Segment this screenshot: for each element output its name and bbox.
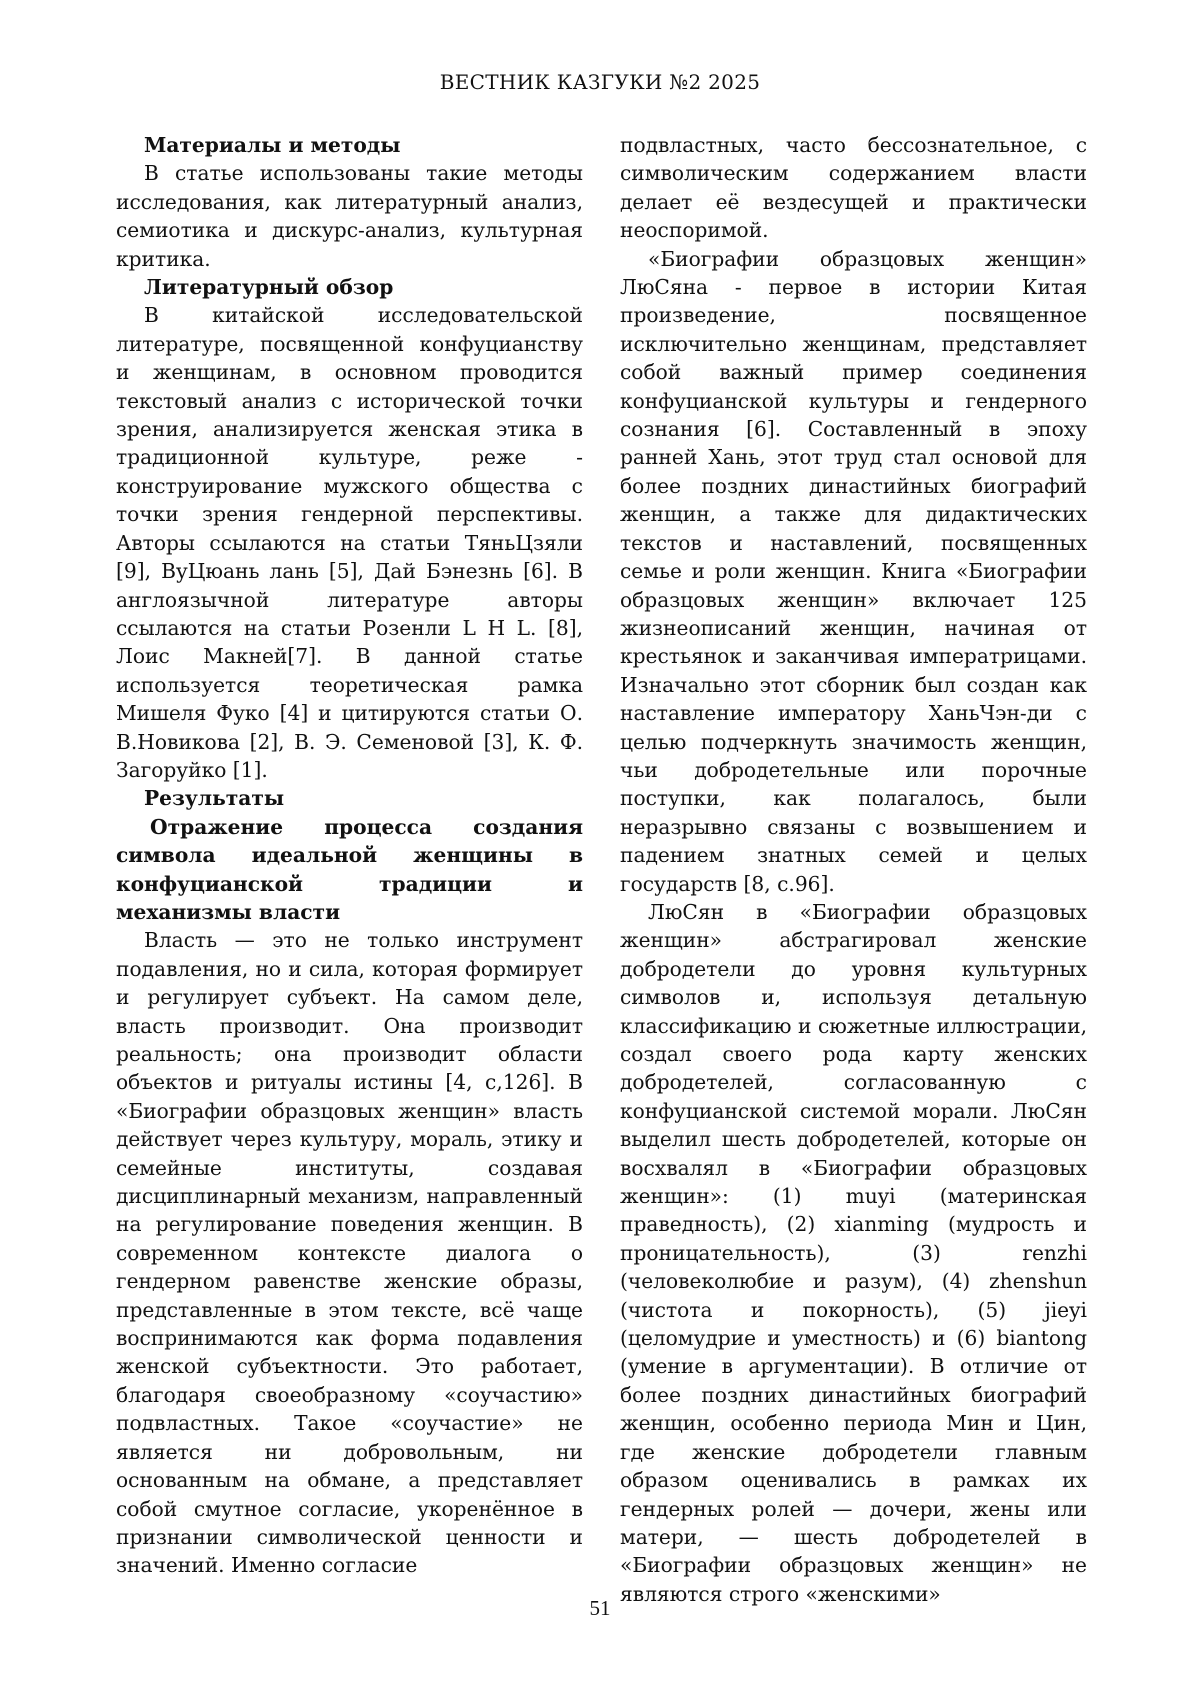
heading-methods: Материалы и методы <box>144 133 401 157</box>
paragraph-virtues: ЛюСян в «Биографии образцовых женщин» абстрагировал женские добродетели до уровня культурных символов и, используя детальную классификацию и сюжетные иллюстрации, создал своего рода карту женских добродетелей, согласованную с конфуцианской системой морали. ЛюСян выделил шесть добродетелей, которые он восхвалял в «Биографии образцовых женщин»: (1) muyi (материнская праведность), (2) xianming (мудрость и проницательность), (3) renzhi (человеколюбие и разум), (4) zhenshun (чистота и покорность), (5) jieyi (целомудрие и уместность) и (6) biantong (умение в аргументации). В отличие от более поздних династийных биографий женщин, особенно периода Мин и Цин, где женские добродетели главным образом оценивались в рамках их гендерных ролей — дочери, жены или матери, — шесть добродетелей в «Биографии образцовых женщин» не являются строго «женскими» <box>620 899 1087 1606</box>
heading-literature-review: Литературный обзор <box>144 275 394 300</box>
heading-results: Результаты <box>144 786 285 811</box>
right-column <box>620 131 1087 1608</box>
left-column <box>116 131 583 1580</box>
paragraph-methods: В статье использованы такие методы исследования, как литературный анализ, семиотика и дискурс-анализ, культурная критика. <box>116 161 583 271</box>
paragraph-continuation: подвластных, часто бессознательное, с символическим содержанием власти делает её вездесущей и практически неоспоримой. <box>620 133 1087 243</box>
subheading-ideal-woman: Отражение процесса создания символа идеальной женщины в конфуцианской традиции и механизмы власти <box>116 814 583 924</box>
running-header: ВЕСТНИК КАЗГУКИ №2 2025 <box>439 70 761 94</box>
paragraph-power: Власть — это не только инструмент подавления, но и сила, которая формирует и регулирует субъект. На самом деле, власть производит. Она производит реальность; она производит области объектов и ритуалы истины [4, с,126]. В «Биографии образцовых женщин» власть действует через культуру, мораль, этику и семейные институты, создавая дисциплинарный механизм, направленный на регулирование поведения женщин. В современном контексте диалога о гендерном равенстве женские образы, представленные в этом тексте, всё чаще воспринимаются как форма подавления женской субъектности. Это работает, благодаря своеобразному «соучастию» подвластных. Такое «соучастие» не является ни добровольным, ни основанным на обмане, а представляет собой смутное согласие, укоренённое в признании символической ценности и значений. Именно согласие <box>116 928 583 1578</box>
paragraph-biographies: «Биографии образцовых женщин» ЛюСяна - первое в истории Китая произведение, посвященное исключительно женщинам, представляет собой важный пример соединения конфуцианской культуры и гендерного сознания [6]. Составленный в эпоху ранней Хань, этот труд стал основой для более поздних династийных биографий женщин, а также для дидактических текстов и наставлений, посвященных семье и роли женщин. Книга «Биографии образцовых женщин» включает 125 жизнеописаний женщин, начиная от крестьянок и заканчивая императрицами. Изначально этот сборник был создан как наставление императору ХаньЧэн-ди с целью подчеркнуть значимость женщин, чьи добродетельные или порочные поступки, как полагалось, были неразрывно связаны с возвышением и падением знатных семей и целых государств [8, с.96]. <box>620 246 1087 896</box>
paragraph-literature-review: В китайской исследовательской литературе, посвященной конфуцианству и женщинам, в основном проводится текстовый анализ с исторической точки зрения, анализируется женская этика в традиционной культуре, реже - конструирование мужского общества с точки зрения гендерной перспективы. Авторы ссылаются на статьи ТяньЦзяли [9], ВуЦюань лань [5], Дай Бэнезнь [6]. В англоязычной литературе авторы ссылаются на статьи Розенли L H L. [8], Лоис Макней[7]. В данной статье используется теоретическая рамка Мишеля Фуко [4] и цитируются статьи О. В.Новикова [2], В. Э. Семеновой [3], К. Ф. Загоруйко [1]. <box>116 303 583 782</box>
page-number: 51 <box>589 1596 611 1620</box>
